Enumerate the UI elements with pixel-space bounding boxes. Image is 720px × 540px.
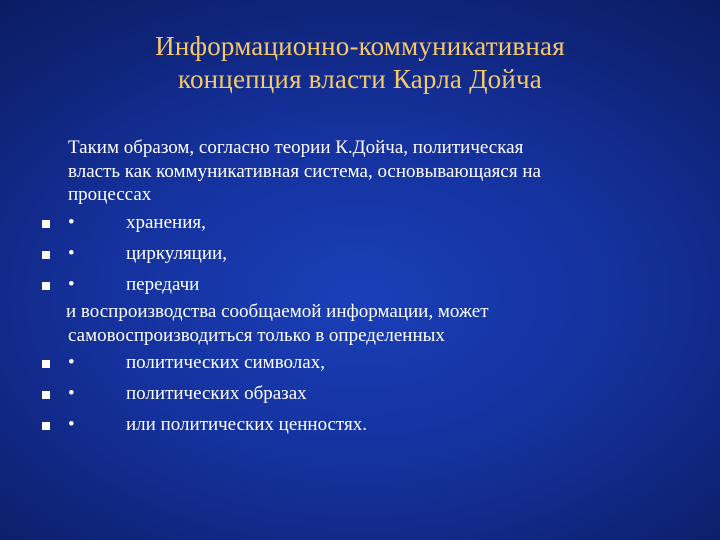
intro-line-2: власть как коммуникативная система, основывающаяся на (68, 160, 541, 182)
list-item (42, 409, 662, 440)
list-item-text: или политических ценностях. (126, 414, 368, 435)
list-item (42, 347, 662, 378)
square-bullet-icon (42, 391, 50, 399)
list-item (42, 378, 662, 409)
list-item-text: политических символах, (126, 352, 325, 373)
list-item-text: циркуляции, (126, 242, 227, 264)
list-item-text: политических образах (126, 383, 307, 404)
middle-line-1: и воспроизводства сообщаемой информации, может (66, 300, 489, 322)
list-item-text: передачи (126, 273, 200, 295)
list-item (42, 207, 662, 238)
title-line-1: Информационно-коммуникативная (155, 31, 565, 61)
dot-marker: • (68, 242, 75, 264)
slide-body (42, 136, 662, 440)
intro-line-1: Таким образом, согласно теории К.Дойча, политическая (68, 137, 524, 158)
square-bullet-icon (42, 422, 50, 430)
dot-marker: • (68, 352, 75, 373)
square-bullet-icon (42, 220, 50, 228)
title-line-2: концепция власти Карла Дойча (178, 64, 542, 94)
list-item (42, 269, 662, 300)
middle-line-2: самовоспроизводиться только в определенных (68, 324, 445, 346)
dot-marker: • (68, 273, 75, 295)
square-bullet-icon (42, 360, 50, 368)
dot-marker: • (68, 383, 75, 404)
square-bullet-icon (42, 282, 50, 290)
square-bullet-icon (42, 251, 50, 259)
dot-marker: • (68, 414, 75, 435)
list-item (42, 238, 662, 269)
intro-line-3: процессах (68, 184, 152, 205)
slide-title (60, 30, 660, 96)
dot-marker: • (68, 211, 75, 233)
list-item-text: хранения, (126, 211, 206, 233)
